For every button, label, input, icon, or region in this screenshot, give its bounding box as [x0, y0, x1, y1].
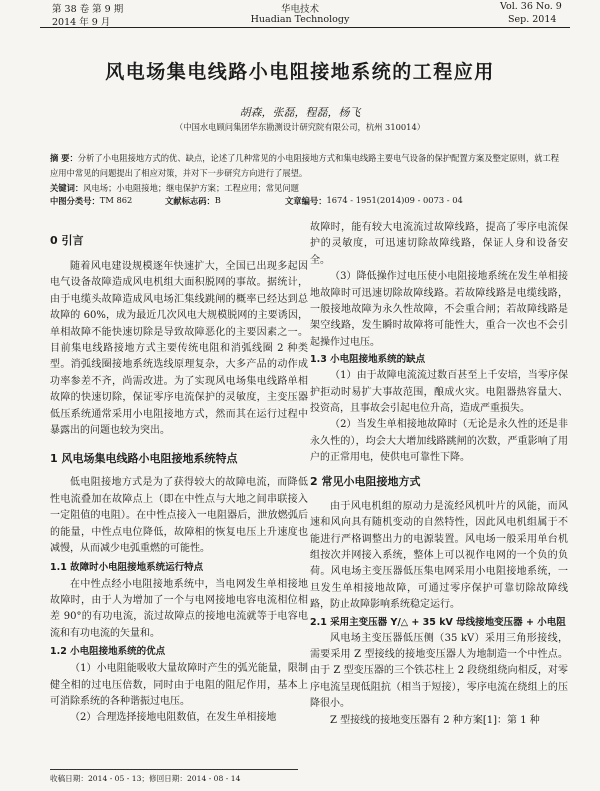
abstract-text: 分析了小电阻接地方式的优、缺点，论述了几种常见的小电阻接地方式和集电线路主要电气设备的保护配置方案及整定原则，就工程应用中常见的问题提出了相应对策，并对下一步研究方向进行了展望。	[50, 153, 560, 178]
volume-issue-en: Vol. 36 No. 9	[500, 1, 562, 12]
paragraph: （2）合理选择接地电阻数值，在发生单相接地	[70, 712, 277, 724]
section-0-heading: 0 引言	[50, 234, 84, 247]
abstract-label: 摘 要：	[50, 153, 78, 163]
section-1-2-heading: 1.2 小电阻接地系统的优点	[50, 646, 166, 658]
paragraph: 故障时，能有较大电流流过故障线路，提高了零序电流保护的灵敏度，可迅速切除故障线路，保证人身和设备安全。	[310, 222, 568, 266]
affiliation: （中国水电顾问集团华东勘测设计研究院有限公司，杭州 310014）	[174, 122, 426, 132]
received-date-footnote: 收稿日期：2014 - 05 - 13；修回日期：2014 - 08 - 14	[50, 769, 298, 784]
paragraph: （1）小电阻能吸收大量故障时产生的弧光能量，限制健全相的过电压倍数，同时由于电阻的阻尼作用，基本上可消除系统的各种谐振过电压。	[50, 663, 308, 707]
paragraph: （2）当发生单相接地故障时（无论是永久性的还是非永久性的），均会大大增加线路跳闸的次数，严重影响了用户的正常用电，使供电可靠性下降。	[310, 419, 568, 464]
keywords	[50, 181, 560, 196]
paragraph: 由于风电机组的原动力是流经风机叶片的风能，而风速和风向具有随机变动的自然特性，因此风电机组属于不能进行严格调整出力的电源装置。风电场一般采用单台机组按次并网接入系统，整体上可以视作电网的一个负的负荷。风电场主变压器低压集电网采用小电阻接地系统，一旦发生单相接地故障，可通过零序保护可靠切除故障线路，防止故障影响系统稳定运行。	[310, 500, 568, 611]
authors: 胡森，张磊，程磊，杨飞	[239, 106, 361, 119]
paragraph: Z 型接线的接地变压器有 2 种方案[1]：第 1 种	[330, 714, 540, 726]
document-code: 文献标志码： B	[165, 195, 221, 206]
journal-name-cn: 华电技术	[280, 4, 319, 15]
paragraph: 在中性点经小电阻接地系统中，当电网发生单相接地故障时，由于人为增加了一个与电网接地电容电流相位相差 90°的有功电流，流过故障点的接地电流就等于电容电流和有功电流的矢量和。	[50, 578, 308, 639]
article-title: 风电场集电线路小电阻接地系统的工程应用	[105, 61, 495, 83]
journal-name-en: Huadian Technology	[250, 14, 350, 25]
date-cn: 2014 年 9 月	[52, 17, 111, 28]
left-column	[50, 220, 308, 727]
keywords-text: 风电场；小电阻接地；继电保护方案；工程应用；常见问题	[83, 183, 299, 193]
header-rule	[40, 27, 570, 28]
article-id: 文章编号： 1674 - 1951(2014)09 - 0073 - 04	[285, 195, 463, 206]
paragraph: 低电阻接地方式是为了获得较大的故障电流，而降低性电流叠加在故障点上（即在中性点与大地之间串联接入一定阻值的电阻）。在中性点接入一电阻器后，泄放燃弧后的能量，中性点电位降低，故障相的恢复电压上升速度也减慢，从而减少电弧重燃的可能性。	[50, 477, 308, 555]
journal-header	[0, 0, 600, 30]
abstract	[50, 151, 560, 180]
paragraph: （3）降低操作过电压使小电阻接地系统在发生单相接地故障时可迅速切除故障线路。若故障线路是电缆线路，一般接地故障为永久性故障，不会重合闸；若故障线路是架空线路，发生瞬时故障将可能性大，重合一次也不会引起操作过电压。	[310, 271, 568, 348]
section-2-heading: 2 常见小电阻接地方式	[310, 474, 421, 488]
paragraph: 随着风电建设规模逐年快速扩大，全国已出现多起因电气设备故障造成风电机组大面积脱网的事故。据统计，由于电缆头故障造成风电场汇集线跳闸的概率已经达到总故障的 60%，成为最近几次风电大规模脱网的主要诱因，单相故障不能快速切除是导致故障恶化的主要因素之一。目前集电线路接地方式主要传统电阻和消弧线圈 2 种类型。消弧线圈接地系统选线原理复杂，大多产品的动作成功率参差不齐，尚需改进。为了实现风电场集电线路单相故障的快速切除，保证零序电流保护的灵敏度，主变压器低压系统通常采用小电阻接地方式，然而其在运行过程中暴露出的问题也较为突出。	[50, 261, 308, 437]
section-1-3-heading: 1.3 小电阻接地系统的缺点	[310, 354, 426, 366]
date-en: Sep. 2014	[508, 14, 557, 25]
section-2-1-heading: 2.1 采用主变压器 Y/△ + 35 kV 母线接地变压器 + 小电阻	[310, 616, 566, 628]
paragraph: （1）由于故障电流流过数百甚至上千安培，当零序保护拒动时易扩大事故范围，酿成火灾。电阻器热容量大、投资高，且事故会引起电位升高，造成严重损失。	[310, 370, 568, 415]
section-1-heading: 1 风电场集电线路小电阻接地系统特点	[50, 452, 238, 466]
keywords-label: 关键词：	[50, 183, 84, 193]
clc-number: 中图分类号： TM 862	[50, 195, 133, 206]
section-1-1-heading: 1.1 故障时小电阻接地系统运行特点	[50, 561, 204, 573]
volume-issue-cn: 第 38 卷 第 9 期	[52, 4, 124, 15]
paragraph: 风电场主变压器低压侧（35 kV）采用三角形接线，需要采用 Z 型接线的接地变压器人为地制造一个中性点。由于 Z 型变压器的三个铁芯柱上 2 段绕组绕向相反，对零序电流呈现低阻抗（相当于短接），零序电流在绕组上的压降很小。	[310, 632, 568, 710]
right-column	[310, 220, 568, 729]
